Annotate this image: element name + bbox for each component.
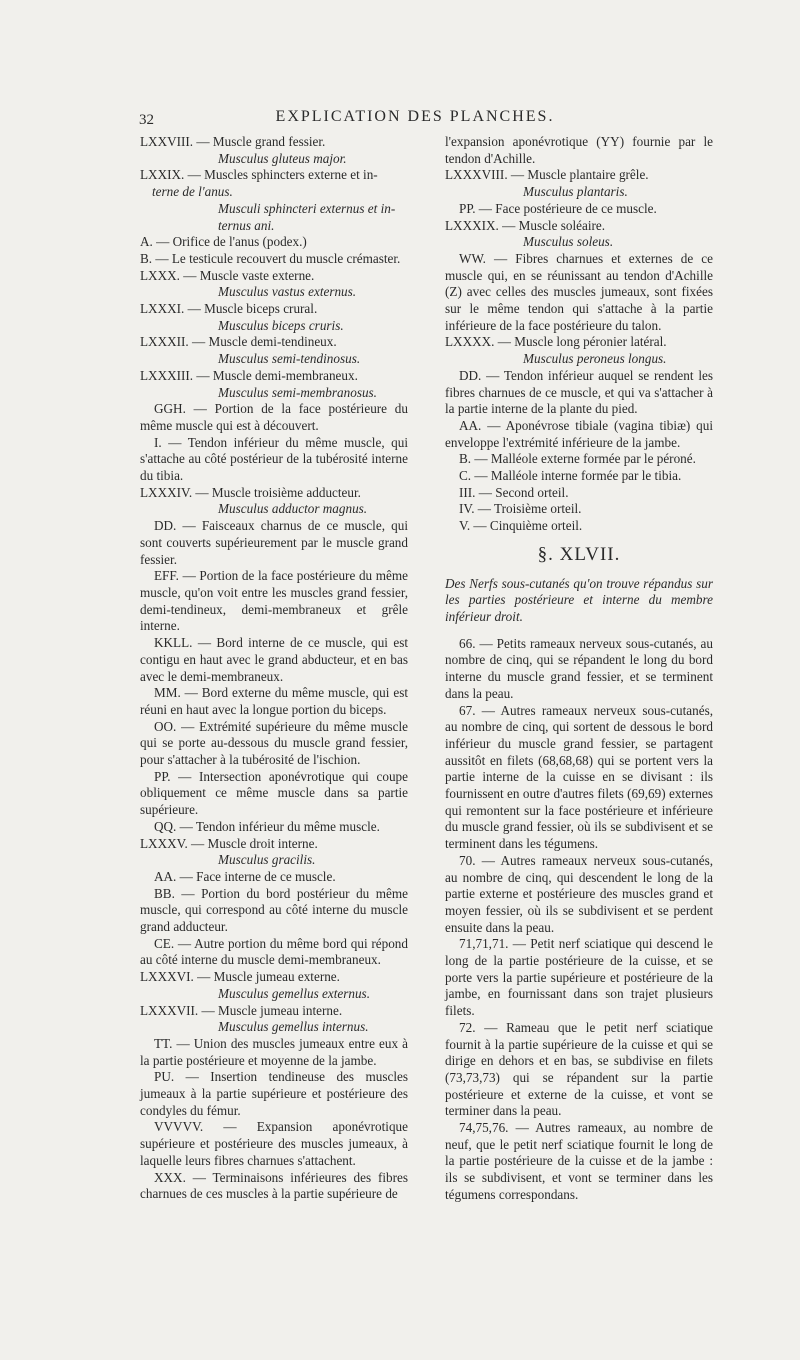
- nerve-paragraph-2: 70. — Autres rameaux nerveux sous-cutanés, au nombre de cinq, qui descendent le long de la partie externe et postérieure des muscles grand et moyen fessier, où ils se subdivisent et se perdent ensuite dans la peau.: [445, 852, 713, 935]
- left-latin-1: Musculus gluteus major.: [218, 150, 347, 166]
- left-entry-0: LXXVIII. — Muscle grand fessier.: [140, 134, 326, 149]
- left-latin-28: Musculus gracilis.: [218, 852, 316, 868]
- right-par-ind-9: DD. — Tendon inférieur auquel se rendent les fibres charnues de ce muscle, et qui va s'attacher à la partie interne de la plante du pied.: [445, 367, 713, 417]
- right-par-ind-10: AA. — Aponévrose tibiale (vagina tibiæ) qui enveloppe l'extrémité inférieure de la jambe.: [445, 417, 713, 450]
- left-latin-11: Musculus biceps cruris.: [218, 317, 344, 333]
- right-entry-7: LXXXX. — Muscle long péronier latéral.: [445, 334, 667, 350]
- right-entry-1: LXXXVIII. — Muscle plantaire grêle.: [445, 167, 649, 183]
- left-latin-35: Musculus gemellus internus.: [218, 1019, 369, 1035]
- left-par-ind-26: QQ. — Tendon inférieur du même muscle.: [154, 818, 380, 834]
- right-par-ind-11: B. — Malléole externe formée par le péroné.: [459, 451, 696, 467]
- left-entry-7: B. — Le testicule recouvert du muscle crémaster.: [140, 250, 401, 266]
- left-latin-4: Musculi sphincteri externus et in-: [218, 200, 396, 216]
- left-column: [140, 134, 408, 1203]
- left-latin-cont-3: terne de l'anus.: [152, 184, 233, 200]
- right-par-0: l'expansion aponévrotique (YY) fournie par le tendon d'Achille.: [445, 134, 713, 166]
- running-head: EXPLICATION DES PLANCHES.: [275, 108, 555, 125]
- left-entry-14: LXXXIII. — Muscle demi-membraneux.: [140, 367, 358, 383]
- nerve-paragraph-0: 66. — Petits rameaux nerveux sous-cutanés, au nombre de cinq, qui se répandent le long du bord interne du muscle grand fessier, et se terminent dans la peau.: [445, 635, 713, 701]
- left-par-ind-30: BB. — Portion du bord postérieur du même muscle, qui correspond au côté interne du muscle grand adducteur.: [140, 885, 408, 935]
- left-latin-33: Musculus gemellus externus.: [218, 985, 370, 1001]
- left-latin-15: Musculus semi-membranosus.: [218, 384, 377, 400]
- right-entry-4: LXXXIX. — Muscle soléaire.: [445, 217, 606, 233]
- left-latin-19: Musculus adductor magnus.: [218, 501, 368, 517]
- right-latin-5: Musculus soleus.: [523, 234, 614, 250]
- section-description: Des Nerfs sous-cutanés qu'on trouve répandus sur les parties postérieure et interne du membre inférieur droit.: [445, 575, 713, 624]
- nerve-paragraph-1: 67. — Autres rameaux nerveux sous-cutanés, au nombre de cinq, qui sortent de dessous le bord inférieur du muscle grand fessier, se partagent aussitôt en filets (68,68,68) qui se portent vers la partie interne de la cuisse en se divisant : ils fournissent en outre d'autres filets (69,69) externes qui remontent sur la face postérieure et inférieure du muscle grand fessier, où ils se subdivisent et se terminent dans les tégumens.: [445, 702, 713, 852]
- right-par-ind-6: WW. — Fibres charnues et externes de ce muscle qui, en se réunissant au tendon d'Achille (Z) avec celles des muscles jumeaux, sont fixées sur le même tendon qui s'attache à la partie inférieure de la face postérieure du talon.: [445, 250, 713, 333]
- right-par-ind-12: C. — Malléole interne formée par le tibia.: [459, 468, 682, 484]
- right-par-ind-13: III. — Second orteil.: [459, 484, 569, 500]
- left-entry-27: LXXXV. — Muscle droit interne.: [140, 835, 318, 851]
- right-par-ind-3: PP. — Face postérieure de ce muscle.: [459, 200, 657, 216]
- left-entry-2: LXXIX. — Muscles sphincters externe et in-: [140, 167, 378, 183]
- section-heading: §. XLVII.: [537, 543, 621, 565]
- right-column: [445, 134, 713, 1204]
- left-par-ind-31: CE. — Autre portion du même bord qui répond au côté interne du muscle demi-membraneux.: [140, 935, 408, 968]
- left-par-ind-38: VVVVV. — Expansion aponévrotique supérieure et postérieure des muscles jumeaux, à laquelle leurs fibres charnues s'attachent.: [140, 1119, 408, 1168]
- left-latin-9: Musculus vastus externus.: [218, 284, 357, 300]
- left-par-ind-29: AA. — Face interne de ce muscle.: [154, 868, 336, 884]
- left-par-ind-39: XXX. — Terminaisons inférieures des fibres charnues de ces muscles à la partie supérieure de: [140, 1169, 408, 1202]
- left-entry-18: LXXXIV. — Muscle troisième adducteur.: [140, 484, 361, 500]
- left-latin-13: Musculus semi-tendinosus.: [218, 351, 361, 367]
- right-entries: [445, 134, 713, 535]
- left-entry-32: LXXXVI. — Muscle jumeau externe.: [140, 969, 340, 985]
- right-par-ind-15: V. — Cinquième orteil.: [459, 518, 583, 534]
- left-entry-8: LXXX. — Muscle vaste externe.: [140, 267, 315, 283]
- left-par-ind-22: KKLL. — Bord interne de ce muscle, qui est contigu en haut avec le grand abducteur, et en bas avec le demi-membraneux.: [140, 635, 408, 684]
- left-par-ind-23: MM. — Bord externe du même muscle, qui est réuni en haut avec la longue portion du biceps.: [140, 685, 408, 717]
- right-paragraphs: [445, 636, 713, 1204]
- left-par-ind-16: GGH. — Portion de la face postérieure du même muscle qui est à découvert.: [140, 401, 408, 433]
- left-entry-34: LXXXVII. — Muscle jumeau interne.: [140, 1002, 343, 1018]
- nerve-paragraph-3: 71,71,71. — Petit nerf sciatique qui descend le long de la partie postérieure de la cuisse, et se porte vers la partie supérieure et postérieure de la jambe, en fournissant dans son trajet plusieurs filets.: [445, 936, 713, 1019]
- left-entry-10: LXXXI. — Muscle biceps crural.: [140, 301, 318, 317]
- nerve-paragraph-5: 74,75,76. — Autres rameaux, au nombre de neuf, que le petit nerf sciatique fournit le long de la partie postérieure de la cuisse et de la jambe : ils se subdivisent, et vont se terminer dans les tégumens correspondans.: [445, 1120, 713, 1202]
- left-par-ind-36: TT. — Union des muscles jumeaux entre eux à la partie postérieure et moyenne de la jambe.: [140, 1035, 408, 1068]
- right-latin-2: Musculus plantaris.: [523, 184, 628, 200]
- left-par-ind-20: DD. — Faisceaux charnus de ce muscle, qui sont couverts supérieurement par le muscle grand fessier.: [140, 518, 408, 567]
- left-entry-12: LXXXII. — Muscle demi-tendineux.: [140, 334, 337, 350]
- right-par-ind-14: IV. — Troisième orteil.: [459, 501, 582, 517]
- left-par-ind-21: EFF. — Portion de la face postérieure du même muscle, qu'on voit entre les muscles grand fessier, demi-tendineux, demi-membraneux et grêle interne.: [140, 568, 408, 634]
- left-entry-6: A. — Orifice de l'anus (podex.): [140, 234, 307, 250]
- page-number: 32: [139, 112, 154, 128]
- left-par-ind-25: PP. — Intersection aponévrotique qui coupe obliquement ce même muscle dans sa partie supérieure.: [140, 768, 408, 818]
- right-latin-8: Musculus peroneus longus.: [523, 351, 667, 367]
- left-par-ind-37: PU. — Insertion tendineuse des muscles jumeaux à la partie supérieure et postérieure des condyles du fémur.: [140, 1069, 408, 1118]
- left-par-ind-17: I. — Tendon inférieur du même muscle, qui s'attache au côté postérieur de la tubérosité interne du tibia.: [140, 434, 408, 484]
- left-latin-5: ternus ani.: [218, 217, 275, 233]
- left-par-ind-24: OO. — Extrémité supérieure du même muscle qui se porte au-dessous du muscle grand fessier, pour s'attacher à la tubérosité de l'ischion.: [140, 718, 408, 768]
- nerve-paragraph-4: 72. — Rameau que le petit nerf sciatique fournit à la partie supérieure de la cuisse et qui se dirige en dehors et en bas, se subdivise en filets (73,73,73) qui se répandent sur la partie postérieure et externe de la cuisse, et vont se terminer dans la peau.: [445, 1019, 713, 1119]
